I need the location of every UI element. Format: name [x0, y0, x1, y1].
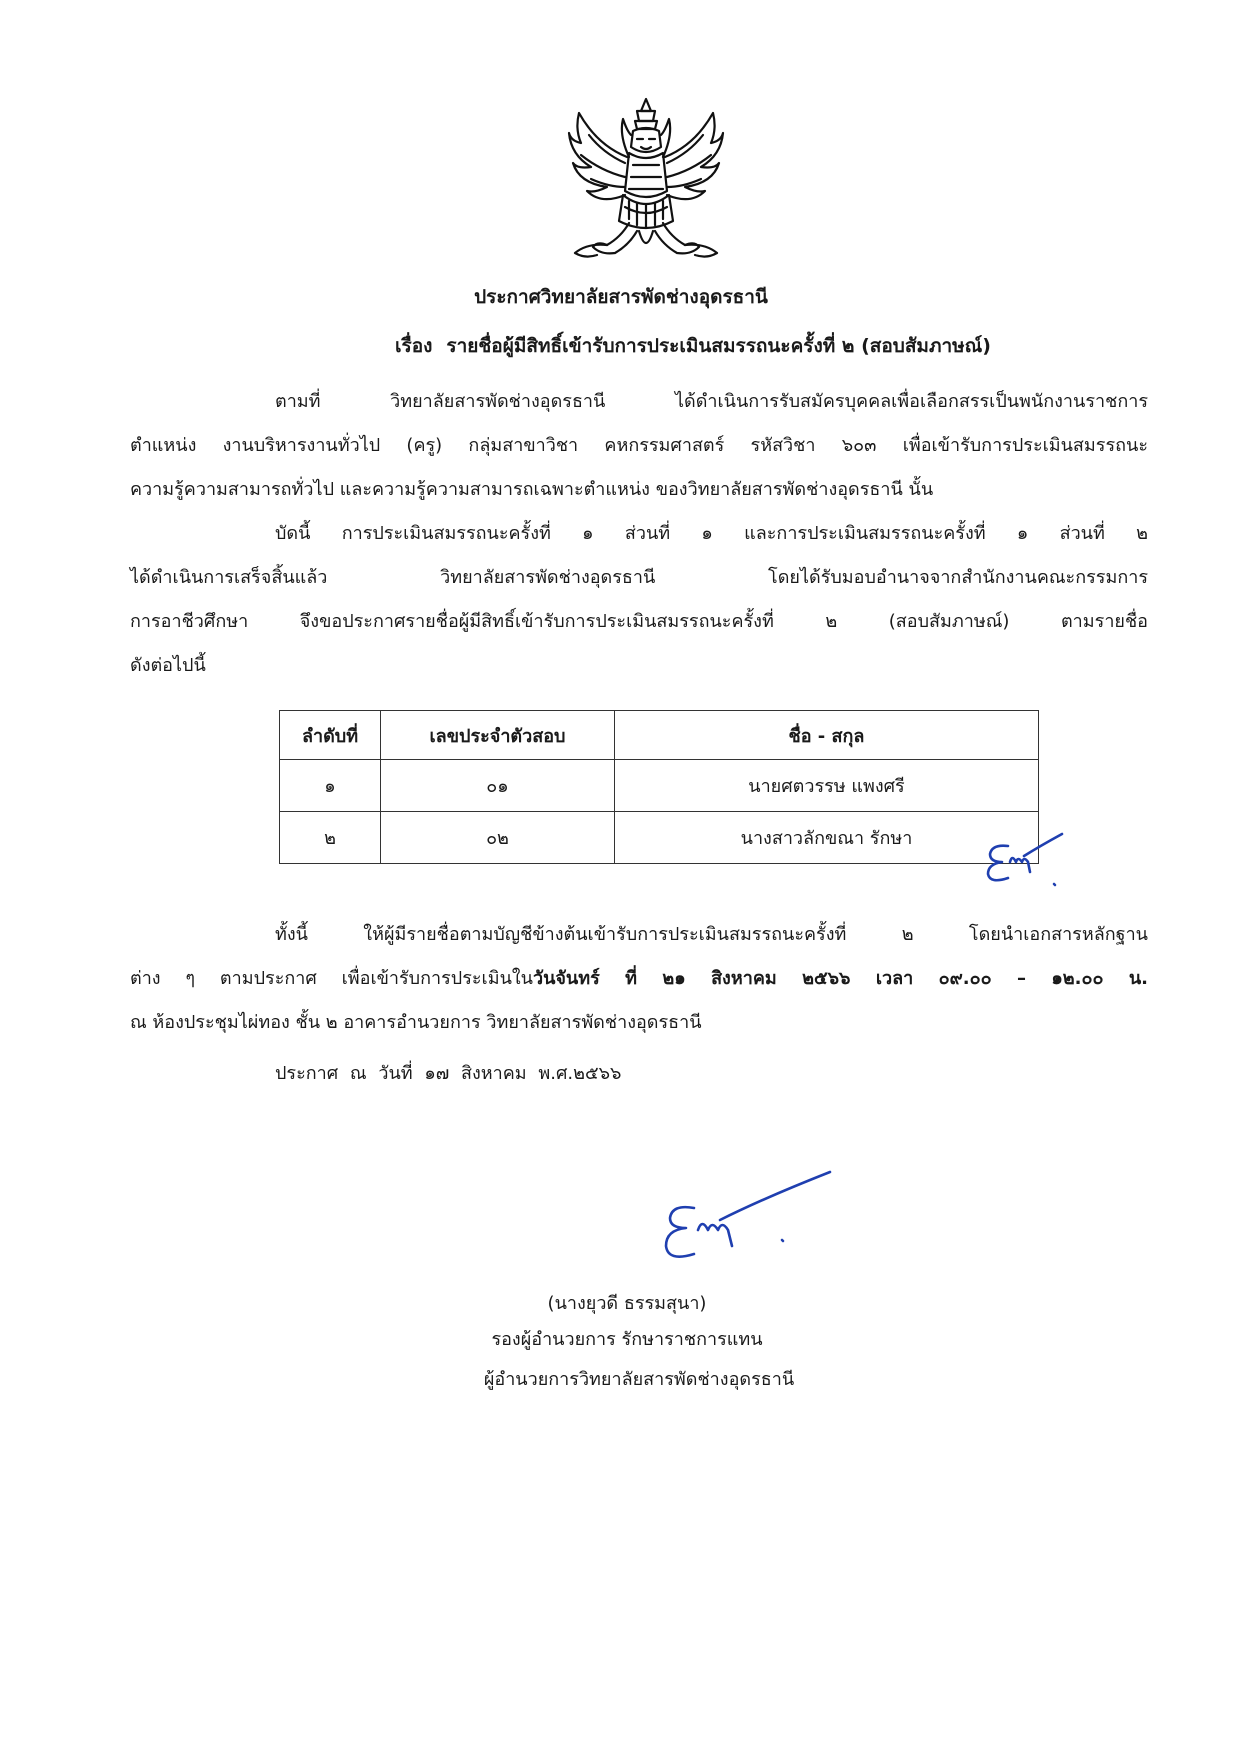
paragraph-intro [130, 380, 1148, 512]
paragraph-line: ดังต่อไปนี้ [130, 655, 206, 676]
paragraph-status [130, 512, 1148, 688]
announcement-subject [72, 331, 1242, 361]
paragraph-line-schedule [130, 957, 1148, 1001]
candidate-table [279, 710, 1039, 864]
table-row [280, 812, 1039, 864]
cell-exam-id: ๐๒ [381, 812, 615, 864]
cell-fullname: นายศตวรรษ แพงศรี [615, 760, 1039, 812]
paragraph-line: ตามที่ วิทยาลัยสารพัดช่างอุดรธานี ได้ดำเนินการรับสมัครบุคคลเพื่อเลือกสรรเป็นพนักงานราชการ [275, 391, 1148, 412]
signer-role-director: ผู้อำนวยการวิทยาลัยสารพัดช่างอุดรธานี [483, 1369, 795, 1390]
paragraph-line: ณ ห้องประชุมไผ่ทอง ชั้น ๒ อาคารอำนวยการ วิทยาลัยสารพัดช่างอุดรธานี [130, 1012, 702, 1033]
subject-label: เรื่อง [395, 335, 433, 357]
paragraph-line: การอาชีวศึกษา จึงขอประกาศรายชื่อผู้มีสิทธิ์เข้ารับการประเมินสมรรถนะครั้งที่ ๒ (สอบสัมภาษณ์) ตามรายชื่อ [130, 611, 1148, 632]
table-header-row [280, 711, 1039, 760]
cell-order: ๑ [280, 760, 381, 812]
paragraph-line: ได้ดำเนินการเสร็จสิ้นแล้ว วิทยาลัยสารพัดช่างอุดรธานี โดยได้รับมอบอำนาจจากสำนักงานคณะกรรมการ [130, 567, 1148, 588]
signer-name: (นางยุวดี ธรรมสุนา) [547, 1293, 707, 1314]
paragraph-line: ความรู้ความสามารถทั่วไป และความรู้ความสามารถเฉพาะตำแหน่ง ของวิทยาลัยสารพัดช่างอุดรธานี นั้น [130, 479, 934, 500]
table-row [280, 760, 1039, 812]
column-header-exam-id: เลขประจำตัวสอบ [381, 711, 615, 760]
paragraph-line: ทั้งนี้ ให้ผู้มีรายชื่อตามบัญชีข้างต้นเข้ารับการประเมินสมรรถนะครั้งที่ ๒ โดยนำเอกสารหลักฐาน [275, 924, 1148, 945]
signer-role: รองผู้อำนวยการ รักษาราชการแทน [491, 1329, 763, 1350]
cell-exam-id: ๐๑ [381, 760, 615, 812]
column-header-order: ลำดับที่ [280, 711, 381, 760]
cell-order: ๒ [280, 812, 381, 864]
cell-fullname: นางสาวลักขณา รักษา [615, 812, 1039, 864]
schedule-prefix: ต่าง ๆ ตามประกาศ เพื่อเข้ารับการประเมินใน [130, 968, 533, 989]
director-signature-icon [654, 1168, 834, 1278]
announcement-title: ประกาศวิทยาลัยสารพัดช่างอุดรธานี [474, 286, 768, 308]
schedule-datetime: วันจันทร์ ที่ ๒๑ สิงหาคม ๒๕๖๖ เวลา ๐๙.๐๐ – ๑๒.๐๐ น. [532, 968, 1148, 989]
announcement-date: ประกาศ ณ วันที่ ๑๗ สิงหาคม พ.ศ.๒๕๖๖ [275, 1063, 622, 1084]
garuda-emblem-icon [567, 95, 725, 261]
column-header-fullname: ชื่อ - สกุล [615, 711, 1039, 760]
paragraph-line: ตำแหน่ง งานบริหารงานทั่วไป (ครู) กลุ่มสาขาวิชา คหกรรมศาสตร์ รหัสวิชา ๖๐๓ เพื่อเข้ารับการประเมินสมรรถนะ [130, 435, 1148, 456]
paragraph-instructions [130, 913, 1148, 1045]
subject-text: รายชื่อผู้มีสิทธิ์เข้ารับการประเมินสมรรถนะครั้งที่ ๒ (สอบสัมภาษณ์) [446, 335, 991, 357]
paragraph-line: บัดนี้ การประเมินสมรรถนะครั้งที่ ๑ ส่วนที่ ๑ และการประเมินสมรรถนะครั้งที่ ๑ ส่วนที่ ๒ [275, 523, 1148, 544]
initial-signature-icon [978, 832, 1068, 892]
